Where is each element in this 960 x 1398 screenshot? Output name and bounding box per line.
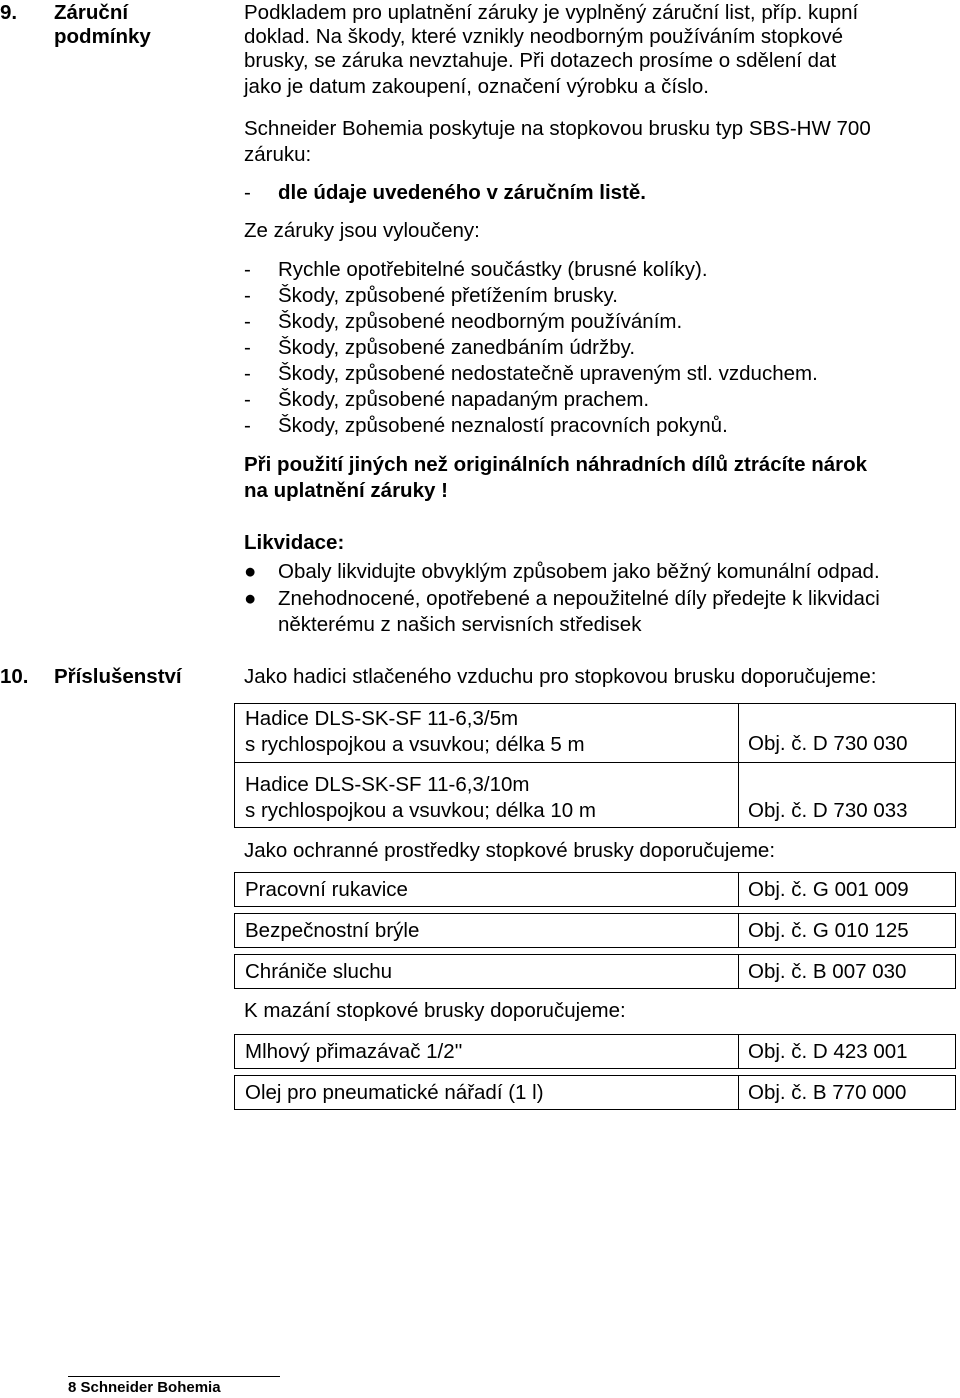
bullet-icon: ● [244,560,257,583]
list-item-continuation: některému z našich servisních středisek [278,613,642,636]
section-9-title-line1: Záruční [54,1,129,24]
hose-1-order: Obj. č. D 730 030 [748,732,908,755]
warranty-list: - dle údaje uvedeného v záručním listě. [244,181,646,204]
warranty-line-1: Schneider Bohemia poskytuje na stopkovou brusku typ SBS-HW 700 [244,117,871,140]
section-10-number: 10. [0,665,29,688]
hose-intro: Jako hadici stlačeného vzduchu pro stopkovou brusku doporučujeme: [244,665,877,688]
list-item: ● Znehodnocené, opotřebené a nepoužitelné díly předejte k likvidaci [244,587,880,610]
list-item: - Škody, způsobené neznalostí pracovních pokynů. [244,414,728,437]
warranty-line-2: záruku: [244,143,312,166]
warning-line-1: Při použití jiných než originálních náhradních dílů ztrácíte nárok [244,453,868,476]
intro-line-3: brusky, se záruka nevztahuje. Při dotazech prosíme o sdělení dat [244,49,837,72]
protection-row: Chrániče sluchu Obj. č. B 007 030 [234,954,956,989]
footer-text: 8 Schneider Bohemia [68,1379,221,1396]
lubrication-row: Olej pro pneumatické nářadí (1 l) Obj. č. B 770 000 [234,1075,956,1110]
hose-2-line-1: Hadice DLS-SK-SF 11-6,3/10m [245,773,530,796]
list-item: ● Obaly likvidujte obvyklým způsobem jako běžný komunální odpad. [244,560,880,583]
protection-row: Pracovní rukavice Obj. č. G 001 009 [234,872,956,907]
disposal-list [244,559,960,638]
intro-line-4: jako je datum zakoupení, označení výrobku a číslo. [244,75,709,98]
exclusions-heading: Ze záruky jsou vyloučeny: [244,219,480,242]
hose-2-line-2: s rychlospojkou a vsuvkou; délka 10 m [245,799,596,822]
intro-line-1: Podkladem pro uplatnění záruky je vyplněný záruční list, příp. kupní [244,1,859,24]
warranty-item: dle údaje uvedeného v záručním listě. [278,181,646,204]
lubrication-row: Mlhový přimazávač 1/2'' Obj. č. D 423 001 [234,1034,956,1069]
hose-1-line-2: s rychlospojkou a vsuvkou; délka 5 m [245,733,585,756]
hose-2-order: Obj. č. D 730 033 [748,799,908,822]
list-item: - Škody, způsobené přetížením brusky. [244,284,618,307]
lubrication-intro: K mazání stopkové brusky doporučujeme: [244,999,626,1022]
list-item: - Škody, způsobené zanedbáním údržby. [244,336,636,359]
list-item: - Rychle opotřebitelné součástky (brusné kolíky). [244,258,708,281]
section-9-number: 9. [0,1,18,24]
list-item: - Škody, způsobené neodborným používáním. [244,310,683,333]
exclusions-list [244,257,960,439]
warning-line-2: na uplatnění záruky ! [244,479,448,502]
section-10-title: Příslušenství [54,665,182,688]
footer-rule [68,1376,280,1377]
list-item: - Škody, způsobené nedostatečně upraveným stl. vzduchem. [244,362,818,385]
protection-intro: Jako ochranné prostředky stopkové brusky doporučujeme: [244,839,776,862]
section-9-title-line2: podmínky [54,25,151,48]
hose-table [234,703,956,828]
list-item: - Škody, způsobené napadaným prachem. [244,388,650,411]
bullet-icon: ● [244,587,257,610]
protection-row: Bezpečnostní brýle Obj. č. G 010 125 [234,913,956,948]
disposal-heading: Likvidace: [244,531,345,554]
hose-1-line-1: Hadice DLS-SK-SF 11-6,3/5m [245,707,519,730]
intro-line-2: doklad. Na škody, které vznikly neodborným používáním stopkové [244,25,843,48]
